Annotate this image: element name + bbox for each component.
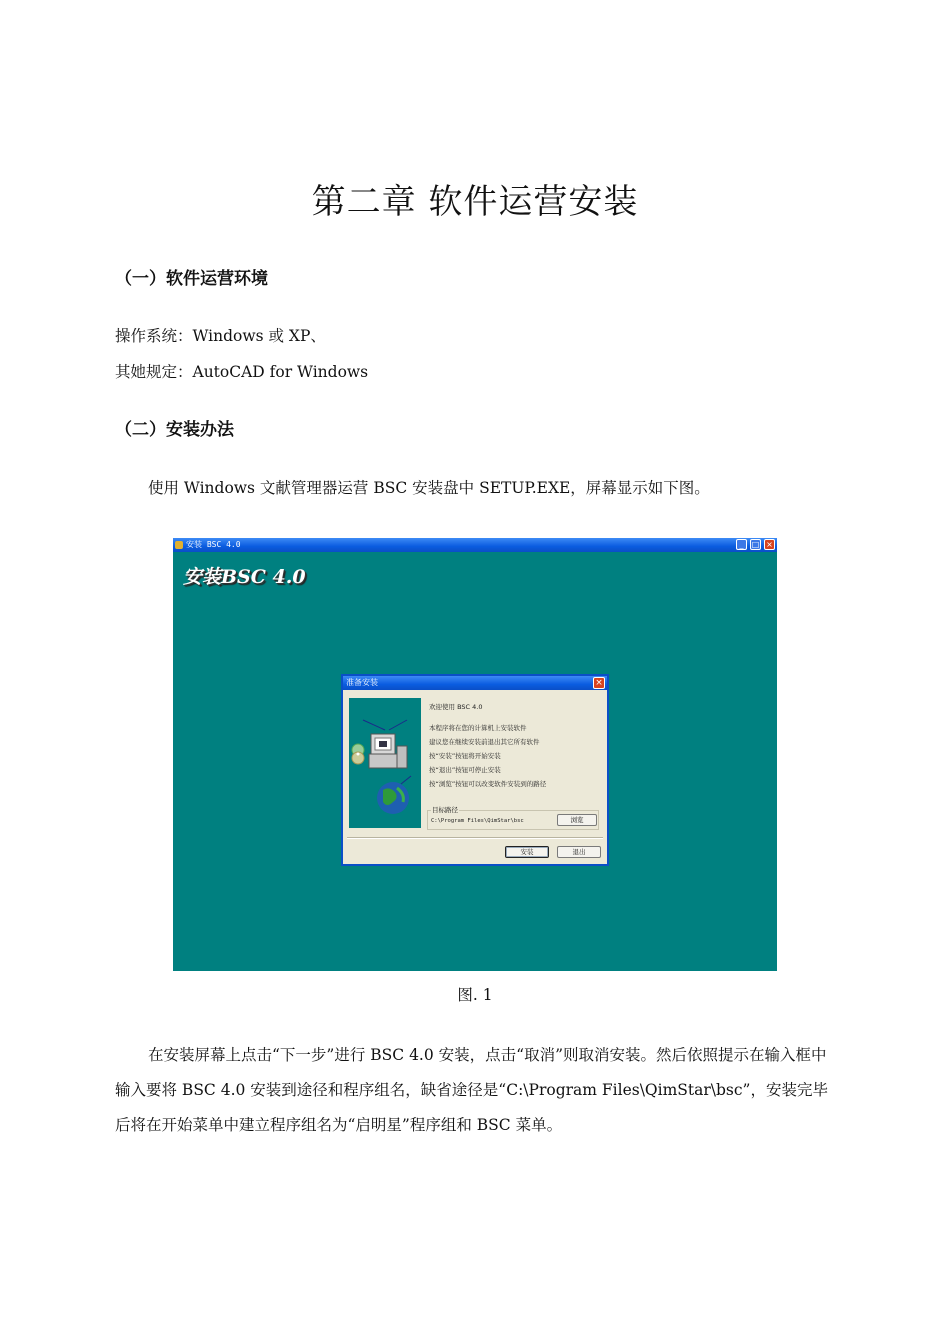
minimize-icon[interactable]: _ — [736, 539, 747, 550]
app-icon — [175, 541, 183, 549]
intro-paragraph: 使用 Windows 文献管理器运营 BSC 安装盘中 SETUP.EXE，屏幕显示如下图。 — [148, 479, 710, 497]
dialog-separator — [347, 837, 603, 839]
installer-screenshot — [173, 538, 777, 971]
dialog-titlebar — [343, 676, 607, 690]
dialog-title: 准备安装 — [346, 678, 378, 687]
figure-caption: 图. 1 — [457, 986, 493, 1004]
exit-button[interactable]: 退出 — [557, 846, 601, 858]
os-requirement: 操作系统：Windows 或 XP、 — [115, 327, 326, 345]
chapter-title: 第二章 软件运营安装 — [311, 182, 639, 222]
prepare-install-dialog — [341, 674, 609, 866]
section-heading-environment: （一）软件运营环境 — [115, 269, 268, 289]
other-requirement: 其她规定：AutoCAD for Windows — [115, 363, 369, 381]
installer-banner-title: 安装BSC 4.0 — [183, 566, 306, 588]
dialog-line-welcome: 欢迎使用 BSC 4.0 — [429, 703, 483, 711]
close-icon[interactable]: × — [764, 539, 775, 550]
window-titlebar — [173, 538, 777, 552]
dialog-line-1: 本程序将在您的计算机上安装软件 — [429, 724, 527, 732]
dialog-close-icon[interactable]: × — [593, 677, 605, 689]
body-paragraph: 在安装屏幕上点击“下一步”进行 BSC 4.0 安装，点击“取消”则取消安装。然后依照提示在输入框中输入要将 BSC 4.0 安装到途径和程序组名，缺省途径是“C:\Program Files\QimStar\bsc”，安装完毕后将在开始菜单中建立程序组名为“启明星”程序组和 BSC 菜单。 — [115, 1046, 828, 1134]
dialog-line-5: 按“浏览”按钮可以改变软件安装到的路径 — [429, 780, 547, 788]
dialog-line-4: 按“退出”按钮可停止安装 — [429, 766, 501, 774]
window-title: 安装 BSC 4.0 — [186, 540, 241, 549]
install-button[interactable]: 安装 — [505, 846, 549, 858]
dialog-line-3: 按“安装”按钮将开始安装 — [429, 752, 501, 760]
section-heading-install: （二）安装办法 — [115, 420, 234, 440]
target-path-label: 目标路径 — [432, 806, 458, 814]
browse-button[interactable]: 浏览 — [557, 814, 597, 826]
target-path-value: C:\Program Files\QimStar\bsc — [431, 818, 524, 824]
maximize-icon[interactable]: □ — [751, 540, 760, 549]
dialog-line-2: 建议您在继续安装前退出其它所有软件 — [429, 738, 540, 746]
computer-illustration-icon — [349, 698, 421, 828]
